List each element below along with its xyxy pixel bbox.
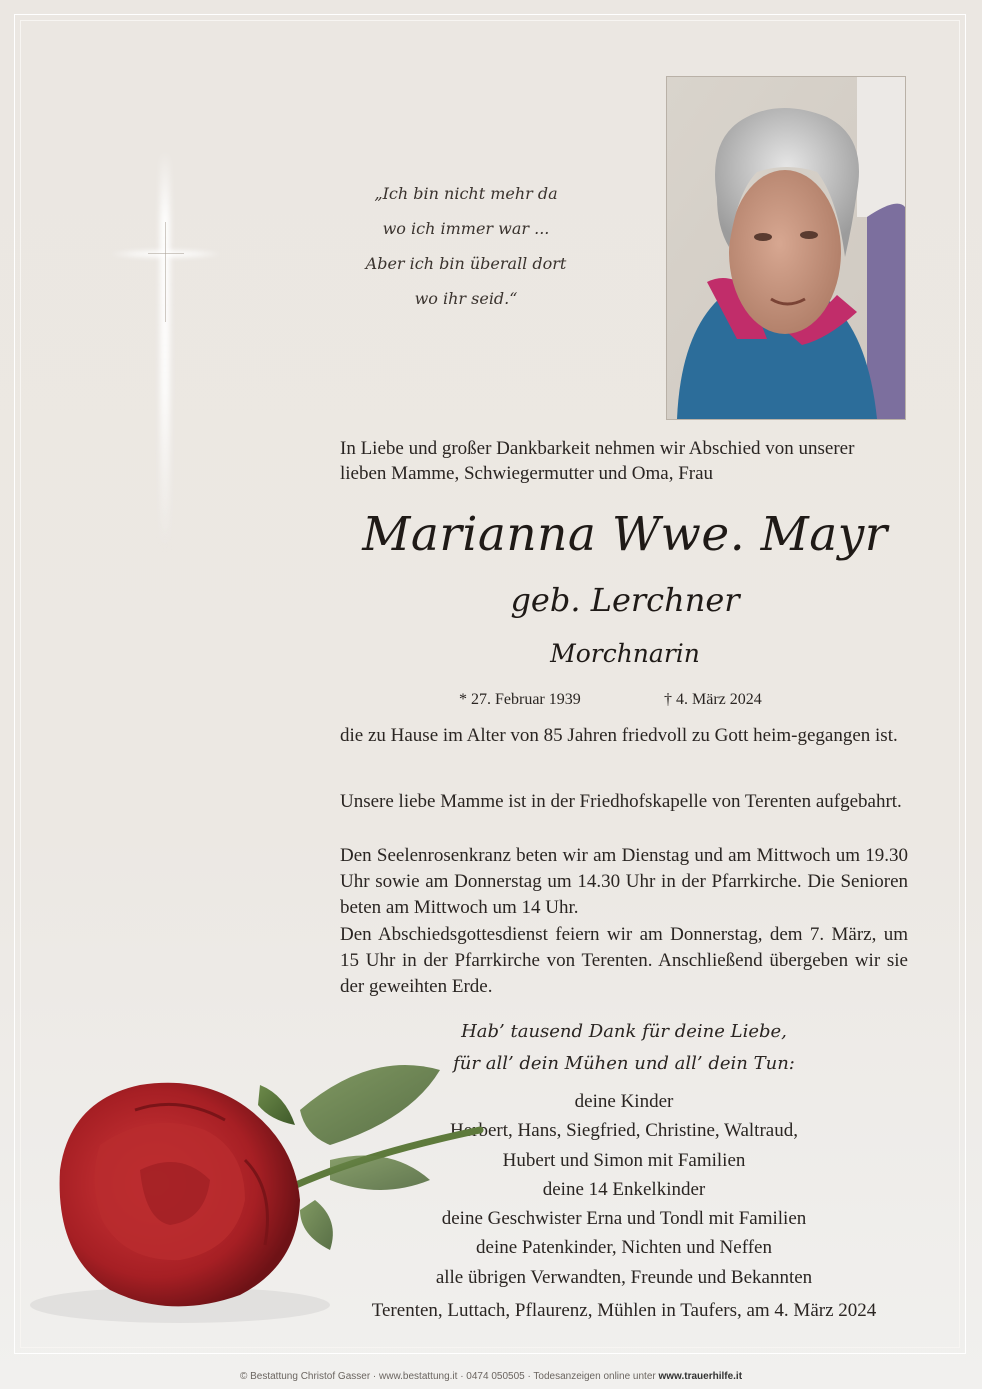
maiden-name: geb. Lerchner — [510, 581, 740, 619]
mourner-line: deine Geschwister Erna und Tondl mit Familien — [441, 1208, 807, 1230]
memorial-quote — [338, 176, 594, 316]
deceased-name: Marianna Wwe. Mayr — [362, 507, 888, 562]
rosary-paragraph: Den Seelenrosenkranz beten wir am Dienstag und am Mittwoch um 19.30 Uhr sowie am Donnerstag um 14.30 Uhr in der Pfarrkirche. Die Senioren beten am Mittwoch um 14 Uhr. — [340, 845, 908, 918]
place-and-date: Terenten, Luttach, Pflaurenz, Mühlen in Taufers, am 4. März 2024 — [371, 1300, 877, 1321]
mourner-line: alle übrigen Verwandten, Freunde und Bekannten — [435, 1266, 813, 1288]
rose-image — [30, 1050, 500, 1360]
footer-link[interactable]: www.trauerhilfe.it — [658, 1371, 743, 1382]
mourner-line: deine Patenkinder, Nichten und Neffen — [476, 1237, 772, 1259]
footer-text: © Bestattung Christof Gasser · www.bestattung.it · 0474 050505 · Todesanzeigen online unter — [239, 1371, 659, 1382]
mourner-line: Herbert, Hans, Siegfried, Christine, Waltraud, — [450, 1120, 798, 1142]
quote-line: wo ich immer war ... — [382, 219, 550, 238]
funeral-paragraph: Den Abschiedsgottesdienst feiern wir am Donnerstag, dem 7. März, um 15 Uhr in der Pfarrkirche von Terenten. Anschließend übergeben wir sie der geweihten Erde. — [340, 924, 908, 997]
mourner-line: Hubert und Simon mit Familien — [502, 1149, 746, 1171]
laying-out-paragraph: Unsere liebe Mamme ist in der Friedhofskapelle von Terenten aufgebahrt. — [340, 791, 902, 812]
death-date: † 4. März 2024 — [664, 691, 762, 708]
thanks-line: für all’ dein Mühen und all’ dein Tun: — [453, 1053, 795, 1074]
birth-date: * 27. Februar 1939 — [459, 691, 581, 708]
intro-line: In Liebe und großer Dankbarkeit nehmen wir Abschied von unserer — [340, 438, 855, 459]
footer-credit — [0, 1370, 982, 1384]
quote-line: „Ich bin nicht mehr da — [374, 184, 558, 203]
farm-nickname: Morchnarin — [550, 639, 700, 668]
quote-line: wo ihr seid.“ — [414, 289, 518, 308]
portrait-photo — [666, 76, 906, 420]
mourner-line: deine 14 Enkelkinder — [542, 1178, 706, 1200]
passing-paragraph: die zu Hause im Alter von 85 Jahren friedvoll zu Gott heim-gegangen ist. — [340, 725, 898, 746]
intro-text — [340, 436, 910, 486]
quote-line: Aber ich bin überall dort — [365, 254, 567, 273]
mourner-line: deine Kinder — [574, 1091, 674, 1112]
intro-line: lieben Mamme, Schwiegermutter und Oma, Frau — [340, 463, 714, 484]
thanks-line: Hab’ tausend Dank für deine Liebe, — [461, 1021, 787, 1042]
